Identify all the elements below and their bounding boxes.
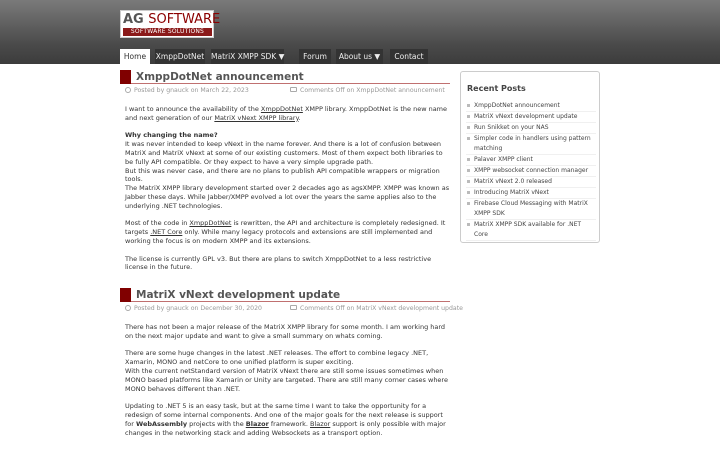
logo-tagline: SOFTWARE SOLUTIONS [123, 28, 212, 36]
recent-post-link[interactable]: MatriX vNext development update [466, 112, 596, 123]
post-title-divider [131, 301, 450, 302]
post-title[interactable]: XmppDotNet announcement [136, 71, 304, 83]
post-date: Posted by gnauck on December 30, 2020 [134, 305, 262, 312]
comment-icon [290, 305, 297, 310]
blazor-link[interactable]: Blazor [310, 419, 331, 428]
recent-post-link[interactable]: Firebase Cloud Messaging with MatriX XMPP SDK [466, 199, 596, 220]
recent-post-link[interactable]: MatriX XMPP SDK available for .NET Core [466, 220, 596, 241]
net-core-link[interactable]: .NET Core [150, 228, 183, 237]
recent-post-link[interactable]: XMPP websocket connection manager [466, 166, 596, 177]
post-title-bar [120, 288, 450, 303]
post-paragraph: There has not been a major release of the MatriX XMPP library for some month. I am working hard on the next major update and want to give a small summary on whats coming. [125, 323, 446, 340]
recent-posts-list [466, 101, 596, 241]
logo-wordmark: AG SOFTWARE [123, 12, 221, 27]
post-paragraph: Most of the code in XmppDotNet is rewritten, the API and architecture is completely redesigned. It targets .NET Core only. While many legacy protocols and extensions are still implemented and working the focus is on modern XMPP and its extensions. [125, 219, 446, 245]
post-comments-status: Comments Off on XmppDotNet announcement [300, 87, 445, 94]
post-body [125, 323, 450, 446]
post-article [120, 288, 463, 450]
recent-post-link[interactable]: MatriX vNext 2.0 released [466, 177, 596, 188]
clock-icon [125, 87, 131, 93]
nav-contact[interactable]: Contact [390, 49, 428, 64]
recent-post-link[interactable]: Run Snikket on your NAS [466, 123, 596, 134]
site-logo[interactable] [120, 10, 221, 38]
nav-matrix-xmpp-sdk[interactable]: MatriX XMPP SDK ▼ [211, 49, 284, 64]
section-heading: Why changing the name? [125, 131, 218, 140]
recent-post-link[interactable]: Introducing MatriX vNext [466, 188, 596, 199]
post-paragraph: Updating to .NET 5 is an easy task, but at the same time I want to take the opportunity for a redesign of some internal components. And one of the major goals for the next release is support for WebAssembly projects with the Blazor framework. Blazor support is only possible with major changes in the networking stack and adding Websockets as a transport option. [125, 402, 446, 437]
blazor-link[interactable]: Blazor [245, 419, 269, 428]
post-paragraph: Why changing the name? It was never intended to keep vNext in the name forever. And there is a lot of confusion between MatriX and MatriX vNext at some of our existing customers. Most of them expect both libraries to be fully API compatible. Or they expect to have a very simple upgrade path. But this was never case, and there are no plans to publish API compatible wrappers or migration tools. The MatriX XMPP library development started over 2 decades ago as agsXMPP. XMPP was known as Jabber these days. While Jabber/XMPP evolved a lot over the years the same applies also to the underlying .NET technologies. [125, 131, 450, 210]
post-paragraph: There are some huge changes in the latest .NET releases. The effort to combine legacy .NET, Xamarin, MONO and netCore to one unified platform is super exciting. With the current netStandard version of MatriX vNext there are still some issues sometimes when MONO based platforms like Xamarin or Unity are targeted. There are still many corner cases where MONO behaves different than .NET. [125, 349, 448, 393]
post-paragraph: The license is currently GPL v3. But there are plans to switch XmppDotNet to a less restrictive license in the future. [125, 254, 432, 272]
post-meta [125, 86, 450, 96]
post-paragraph: I want to announce the availability of the XmppDotNet XMPP library. XmppDotNet is the new name and next generation of our MatriX vNext XMPP library. [125, 105, 448, 122]
xmppdotnet-link[interactable]: XmppDotNet [189, 219, 232, 228]
post-article [120, 70, 450, 280]
recent-post-link[interactable]: XmppDotNet announcement [466, 101, 596, 112]
post-title-marker [120, 288, 131, 302]
recent-post-link[interactable]: Simpler code in handlers using pattern matching [466, 134, 596, 155]
nav-home[interactable]: Home [120, 49, 150, 64]
nav-xmppdotnet[interactable]: XmppDotNet [155, 49, 205, 64]
recent-posts-widget [460, 71, 600, 243]
post-body [125, 105, 450, 281]
post-date: Posted by gnauck on March 22, 2023 [134, 87, 249, 94]
nav-about-us[interactable]: About us ▼ [336, 49, 383, 64]
nav-forum[interactable]: Forum [299, 49, 331, 64]
post-meta [125, 304, 463, 314]
post-title[interactable]: MatriX vNext development update [136, 289, 341, 301]
post-title-marker [120, 70, 131, 84]
clock-icon [125, 305, 131, 311]
comment-icon [290, 87, 297, 92]
post-title-divider [131, 83, 450, 84]
matrix-vnext-link[interactable]: MatriX vNext XMPP library [214, 113, 299, 122]
widget-title: Recent Posts [467, 84, 526, 93]
recent-post-link[interactable]: Palaver XMPP client [466, 155, 596, 166]
site-header [0, 0, 720, 64]
post-title-bar [120, 70, 450, 85]
xmppdotnet-link[interactable]: XmppDotNet [260, 105, 303, 113]
post-comments-status: Comments Off on MatriX vNext development update [300, 305, 463, 312]
